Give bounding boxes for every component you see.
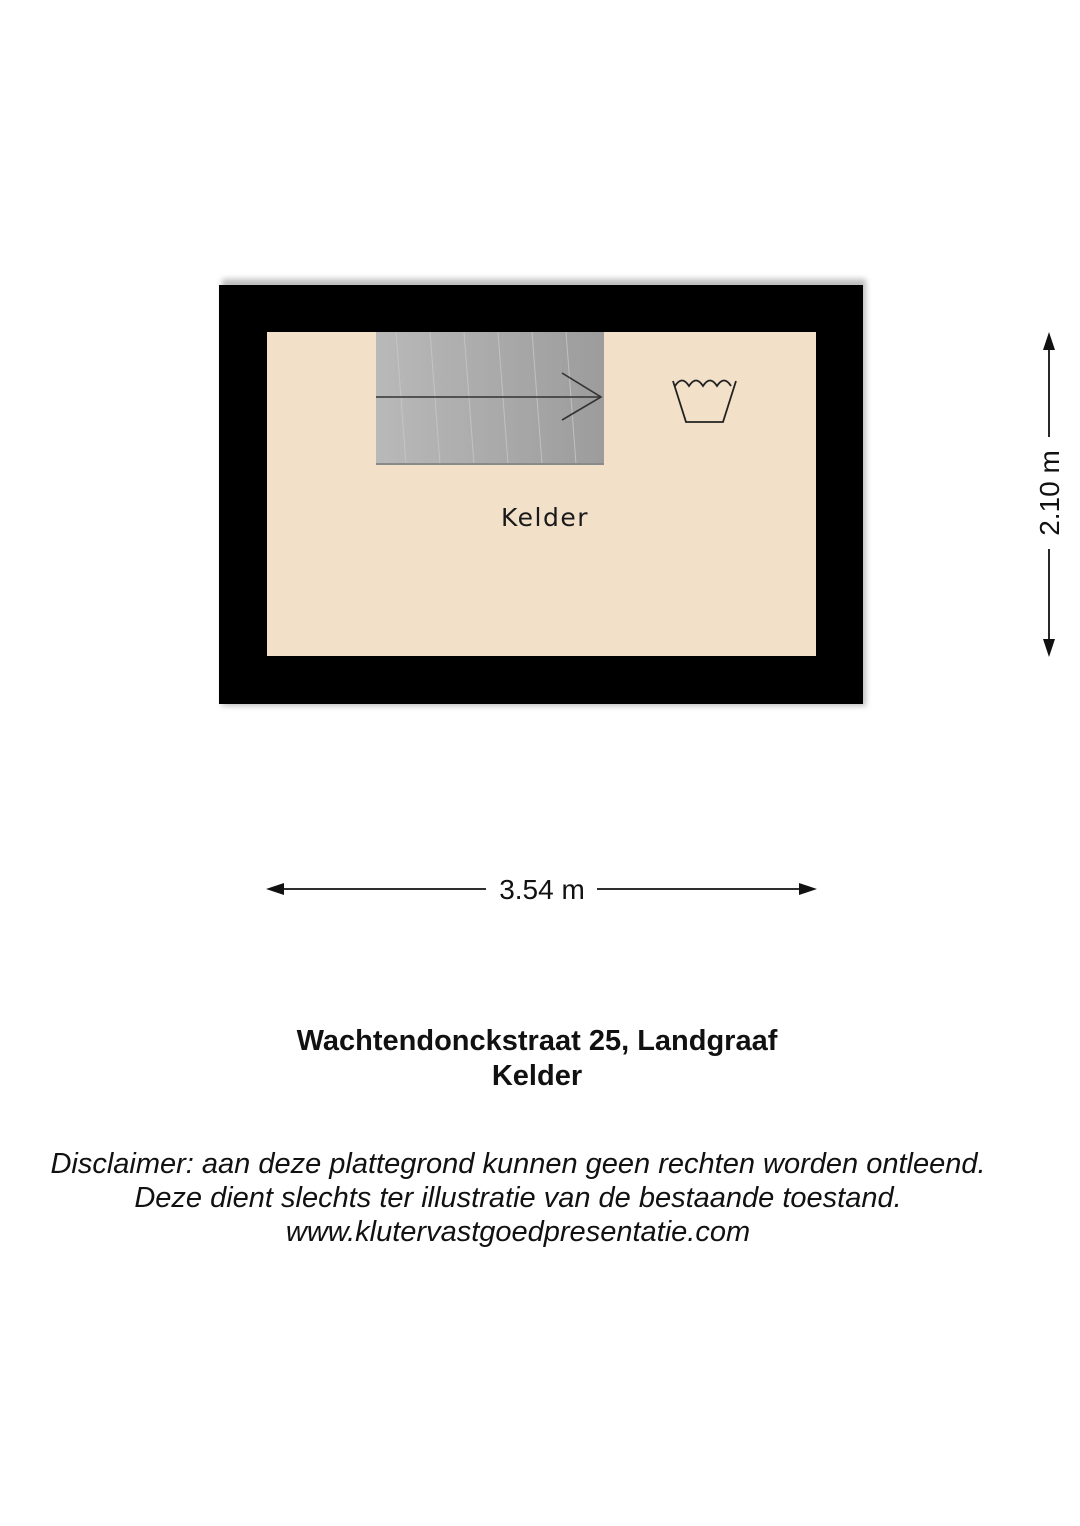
width-dimension-label: 3.54 m [499, 874, 585, 905]
stairs-icon [376, 332, 604, 464]
height-dimension-label: 2.10 m [1034, 450, 1065, 536]
address-title: Wachtendonckstraat 25, Landgraaf [296, 1025, 778, 1057]
disclaimer-line-1: Disclaimer: aan deze plattegrond kunnen geen rechten worden ontleend. [50, 1148, 986, 1180]
room-label: Kelder [500, 503, 590, 532]
disclaimer-website: www.klutervastgoedpresentatie.com [285, 1216, 751, 1248]
floor-name-title: Kelder [491, 1060, 583, 1092]
disclaimer-line-2: Deze dient slechts ter illustratie van de bestaande toestand. [134, 1182, 902, 1214]
